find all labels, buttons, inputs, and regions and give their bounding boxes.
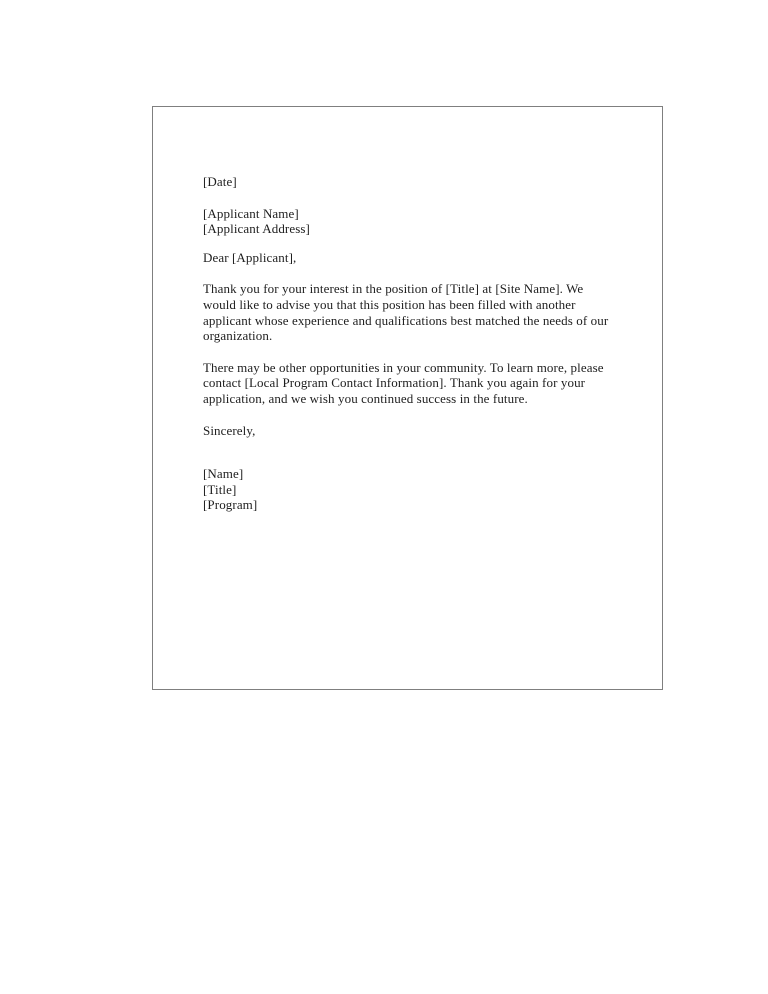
signature-title-line: [Title]: [203, 481, 237, 497]
body-paragraph-2: There may be other opportunities in your community. To learn more, please contact [Local Program Contact Information]. Thank you again for your application, and we wish you continued success in the future.: [203, 359, 604, 406]
salutation-line: Dear [Applicant],: [203, 249, 297, 265]
closing-line: Sincerely,: [203, 422, 256, 438]
recipient-address-line: [Applicant Address]: [203, 221, 310, 237]
recipient-name-line: [Applicant Name]: [203, 205, 299, 221]
letter-page: [152, 106, 663, 690]
signature-name-line: [Name]: [203, 466, 244, 482]
body-paragraph-1: Thank you for your interest in the position of [Title] at [Site Name]. We would like to advise you that this position has been filled with another applicant whose experience and qualifications best matched the needs of our organization.: [203, 281, 609, 344]
signature-program-line: [Program]: [203, 497, 258, 513]
letter-content: [153, 107, 662, 513]
date-line: [Date]: [203, 174, 237, 189]
